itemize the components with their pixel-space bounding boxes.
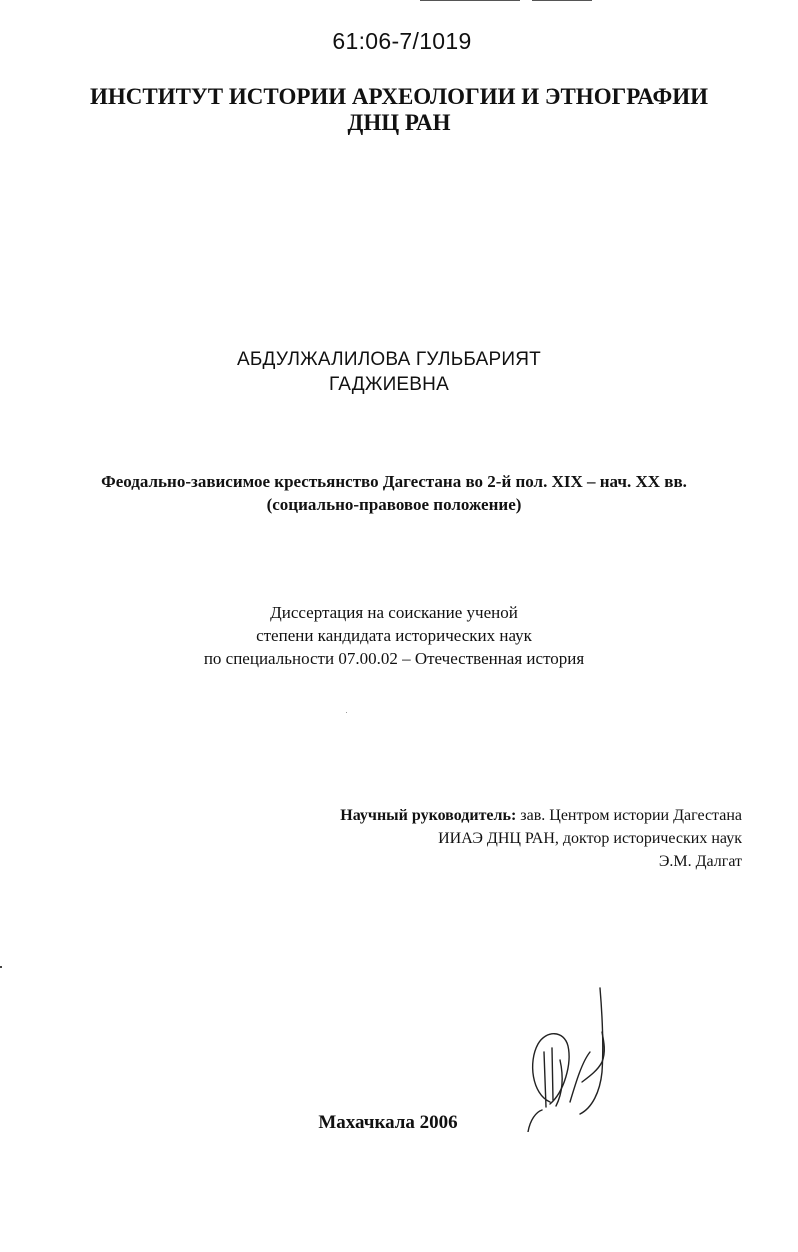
- title-line-1: Феодально-зависимое крестьянство Дагестана во 2-й пол. XIX – нач. XX вв.: [101, 472, 687, 491]
- degree-line-2: степени кандидата исторических наук: [256, 626, 532, 645]
- supervisor-line-2: ИИАЭ ДНЦ РАН, доктор исторических наук: [438, 830, 742, 847]
- handwritten-signature: [520, 982, 620, 1132]
- institute-line-1: ИНСТИТУТ ИСТОРИИ АРХЕОЛОГИИ И ЭТНОГРАФИИ: [89, 84, 709, 109]
- city-and-year: Махачкала 2006: [318, 1112, 458, 1133]
- institute-heading: [0, 84, 798, 136]
- scan-top-marks: [420, 0, 600, 4]
- degree-line-3: по специальности 07.00.02 – Отечественная история: [203, 649, 585, 668]
- dissertation-title: [0, 470, 798, 516]
- author-line-2: ГАДЖИЕВНА: [329, 374, 449, 395]
- degree-statement: [0, 601, 798, 670]
- archive-code: 61:06-7/1019: [332, 28, 472, 54]
- author-line-1: АБДУЛЖАЛИЛОВА ГУЛЬБАРИЯТ: [237, 349, 541, 370]
- institute-line-2: ДНЦ РАН: [347, 110, 451, 135]
- author-name: [0, 347, 798, 397]
- scan-speck: [0, 966, 2, 968]
- degree-line-1: Диссертация на соискание ученой: [270, 603, 518, 622]
- scan-speck: [346, 712, 347, 713]
- supervisor-position: зав. Центром истории Дагестана: [516, 807, 742, 824]
- title-line-2: (социально-правовое положение): [266, 495, 522, 514]
- supervisor-line-1: [340, 804, 742, 827]
- supervisor-label: Научный руководитель:: [340, 807, 517, 824]
- supervisor-block: [340, 804, 742, 873]
- supervisor-name: Э.М. Далгат: [658, 853, 742, 870]
